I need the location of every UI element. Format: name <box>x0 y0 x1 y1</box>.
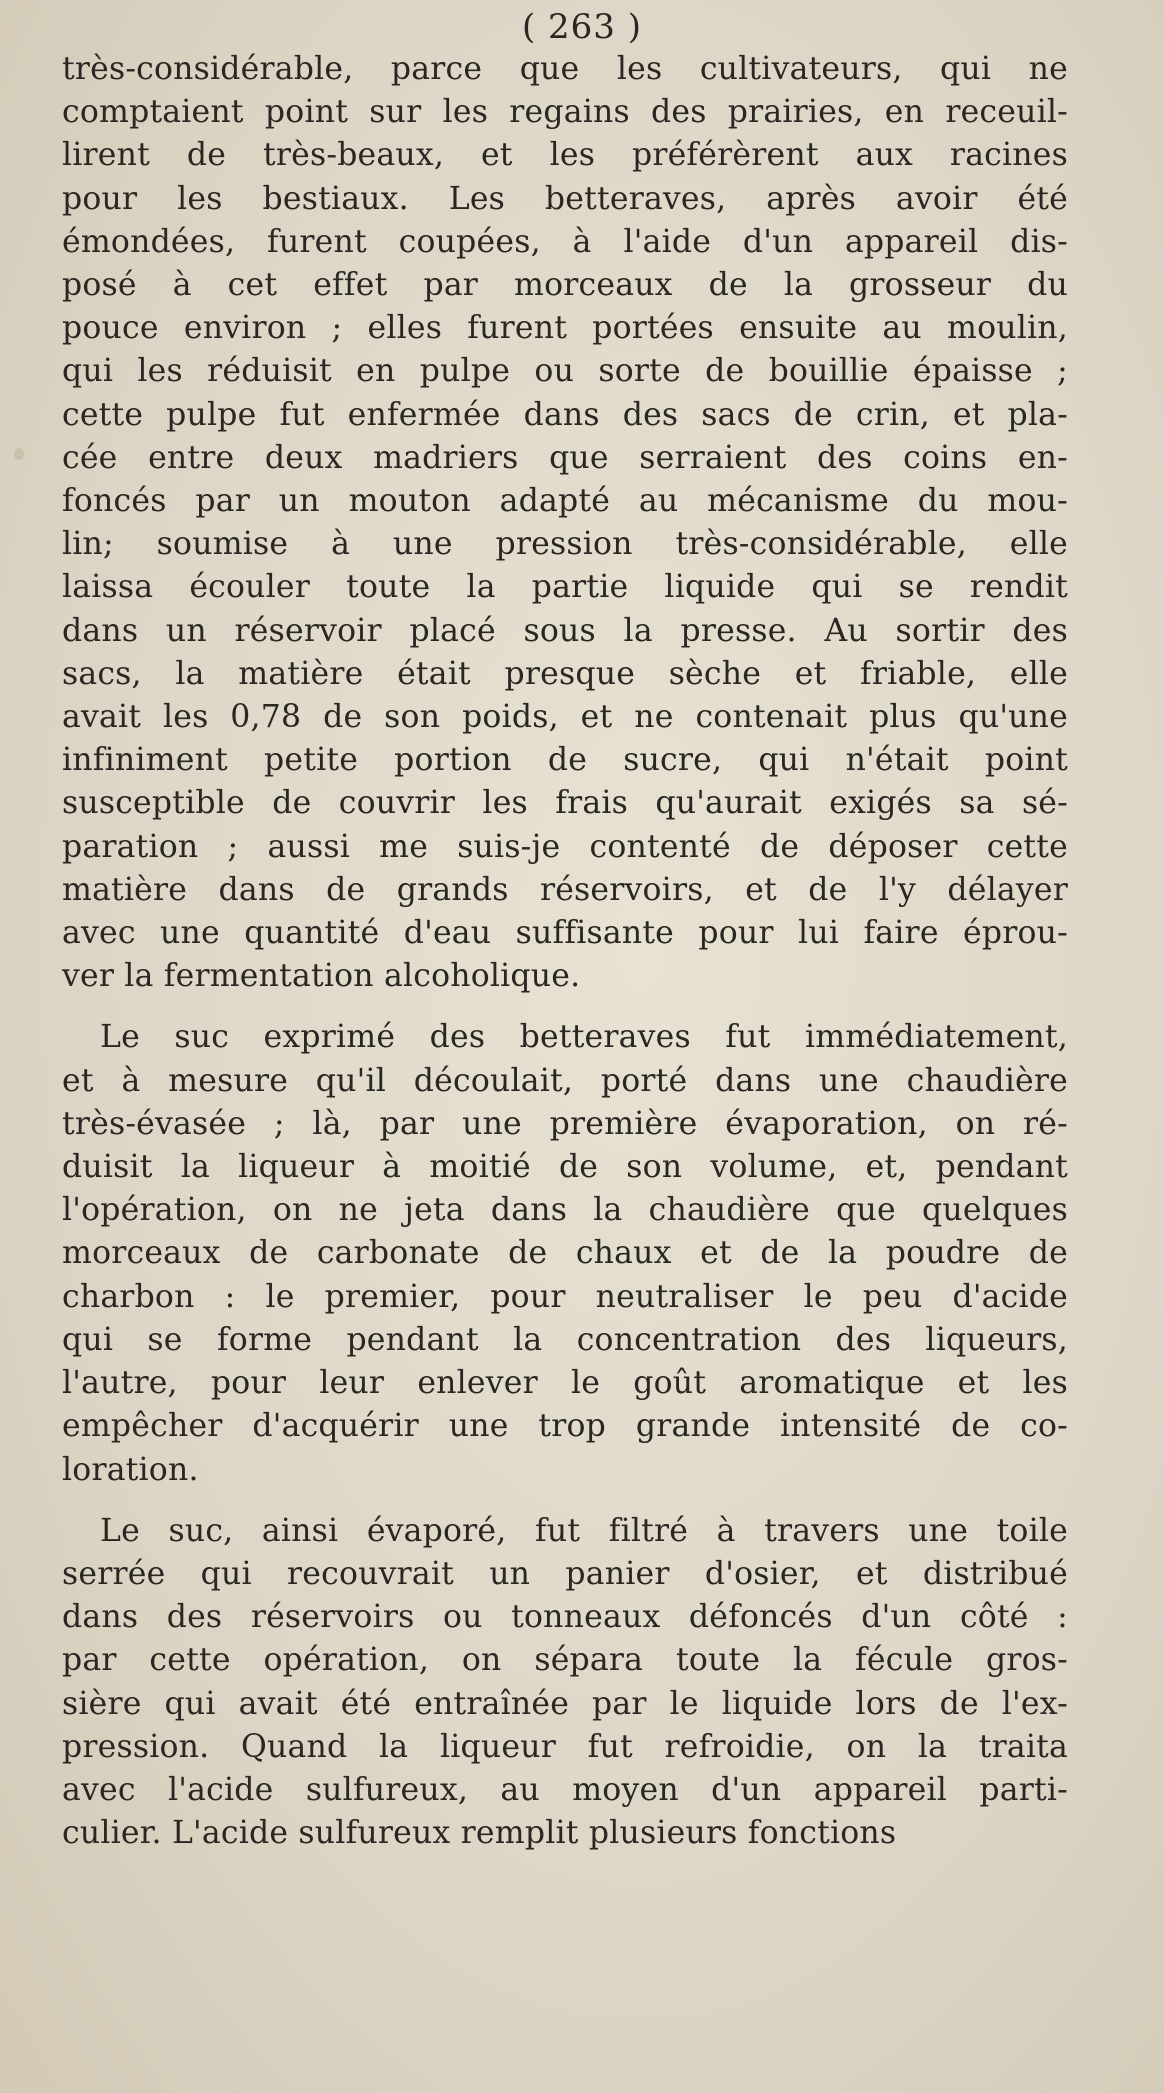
text-line: foncés par un mouton adapté au mécanisme du mou- <box>62 483 1068 520</box>
text-line: avec une quantité d'eau suffisante pour lui faire éprou- <box>62 915 1068 952</box>
text-line: duisit la liqueur à moitié de son volume, et, pendant <box>62 1149 1068 1186</box>
text-line: empêcher d'acquérir une trop grande intensité de co- <box>62 1408 1068 1445</box>
text-line: ver la fermentation alcoholique. <box>62 958 581 995</box>
text-line: laissa écouler toute la partie liquide qui se rendit <box>62 569 1068 606</box>
text-line: charbon : le premier, pour neutraliser le peu d'acide <box>62 1278 1068 1315</box>
text-line: l'opération, on ne jeta dans la chaudière que quelques <box>62 1192 1068 1229</box>
paragraph <box>62 1016 1068 1491</box>
text-line: paration ; aussi me suis-je contenté de déposer cette <box>62 828 1068 865</box>
text-line: pression. Quand la liqueur fut refroidie, on la traita <box>62 1728 1068 1765</box>
paper-stain <box>14 448 24 460</box>
text-line: pouce environ ; elles furent portées ensuite au moulin, <box>62 310 1068 347</box>
text-line: sacs, la matière était presque sèche et friable, elle <box>62 655 1068 692</box>
text-line: très-évasée ; là, par une première évaporation, on ré- <box>62 1105 1068 1142</box>
text-line: comptaient point sur les regains des prairies, en receuil- <box>62 94 1068 131</box>
paragraph <box>62 48 1068 998</box>
text-line: morceaux de carbonate de chaux et de la poudre de <box>62 1235 1068 1272</box>
text-line: avec l'acide sulfureux, au moyen d'un appareil parti- <box>62 1771 1068 1808</box>
text-line: loration. <box>62 1451 199 1488</box>
text-line: lirent de très-beaux, et les préférèrent aux racines <box>62 137 1068 174</box>
text-line: Le suc, ainsi évaporé, fut filtré à travers une toile <box>100 1512 1068 1549</box>
text-line: par cette opération, on sépara toute la fécule gros- <box>62 1642 1068 1679</box>
text-line: cette pulpe fut enfermée dans des sacs de crin, et pla- <box>62 396 1068 433</box>
text-line: infiniment petite portion de sucre, qui n'était point <box>62 742 1068 779</box>
text-line: posé à cet effet par morceaux de la grosseur du <box>62 267 1068 304</box>
text-line: cée entre deux madriers que serraient des coins en- <box>62 439 1068 476</box>
text-line: dans un réservoir placé sous la presse. Au sortir des <box>62 612 1068 649</box>
body-text <box>62 48 1068 1855</box>
page-number: ( 263 ) <box>521 7 643 47</box>
text-line: avait les 0,78 de son poids, et ne contenait plus qu'une <box>62 699 1068 736</box>
text-line: culier. L'acide sulfureux remplit plusieurs fonctions <box>62 1815 897 1852</box>
text-line: l'autre, pour leur enlever le goût aromatique et les <box>62 1365 1068 1402</box>
text-line: dans des réservoirs ou tonneaux défoncés d'un côté : <box>62 1599 1068 1636</box>
text-line: lin; soumise à une pression très-considérable, elle <box>62 526 1068 563</box>
text-line: qui les réduisit en pulpe ou sorte de bouillie épaisse ; <box>62 353 1068 390</box>
text-line: sière qui avait été entraînée par le liquide lors de l'ex- <box>62 1685 1068 1722</box>
text-line: et à mesure qu'il découlait, porté dans une chaudière <box>62 1062 1068 1099</box>
text-line: qui se forme pendant la concentration des liqueurs, <box>62 1321 1068 1358</box>
text-line: très-considérable, parce que les cultivateurs, qui ne <box>62 51 1068 87</box>
text-line: susceptible de couvrir les frais qu'aurait exigés sa sé- <box>62 785 1068 822</box>
paragraph <box>62 1510 1068 1856</box>
text-line: pour les bestiaux. Les betteraves, après avoir été <box>62 180 1068 217</box>
text-line: matière dans de grands réservoirs, et de l'y délayer <box>62 871 1068 908</box>
text-line: émondées, furent coupées, à l'aide d'un appareil dis- <box>62 223 1068 260</box>
text-line: Le suc exprimé des betteraves fut immédiatement, <box>100 1019 1068 1056</box>
text-line: serrée qui recouvrait un panier d'osier, et distribué <box>62 1555 1068 1592</box>
